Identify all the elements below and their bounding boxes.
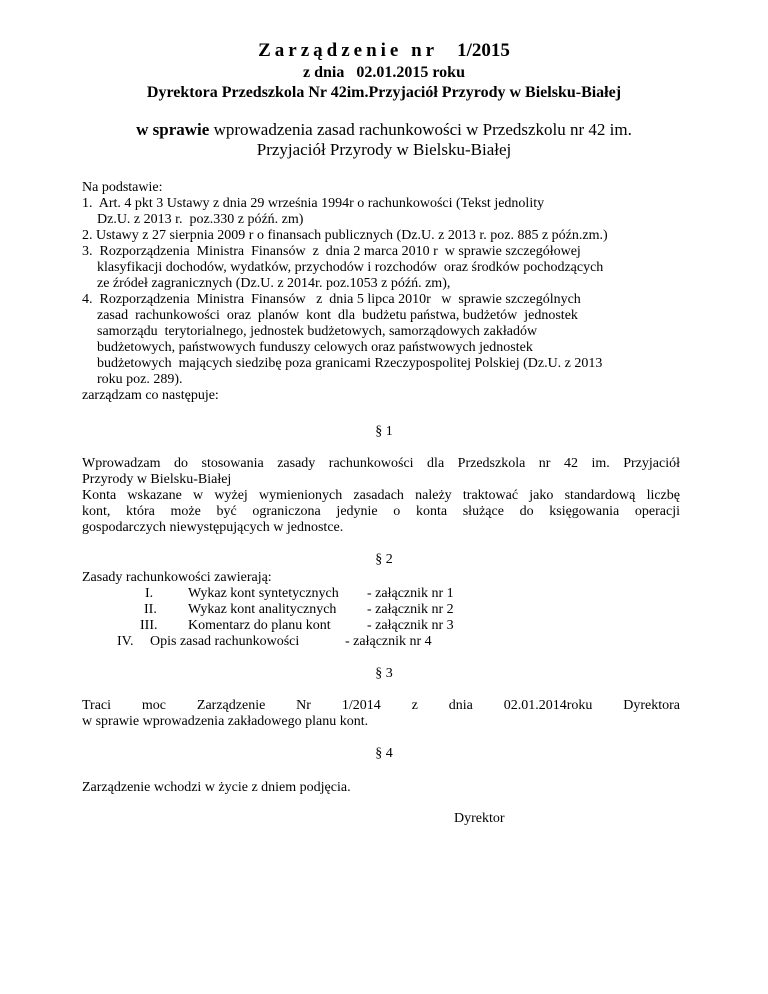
basis-line: budżetowych mających siedzibę poza granicami Rzeczypospolitej Polskiej (Dz.U. z 2013 — [97, 356, 603, 371]
basis-line: Dz.U. z 2013 r. poz.330 z późń. zm) — [97, 212, 304, 227]
document-title — [0, 40, 768, 62]
section-2-mark: § 2 — [375, 552, 393, 567]
document-date: z dnia 02.01.2015 roku — [303, 64, 465, 81]
section-1-line: Wprowadzam do stosowania zasady rachunkowości dla Przedszkola nr 42 im. Przyjaciół — [82, 456, 680, 471]
basis-line: roku poz. 289). — [97, 372, 183, 387]
section-1-line: gospodarczych niewystępujących w jednostce. — [82, 520, 344, 535]
basis-line: 2. Ustawy z 27 sierpnia 2009 r o finansach publicznych (Dz.U. z 2013 r. poz. 885 z późn.zm.) — [82, 228, 608, 243]
section-1-line: Konta wskazane w wyżej wymienionych zasadach należy traktować jako standardową liczbę — [82, 488, 680, 503]
list-ref: - załącznik nr 2 — [367, 602, 454, 617]
basis-line: samorządu terytorialnego, jednostek budżetowych, samorządowych zakładów — [97, 324, 538, 339]
basis-line: zasad rachunkowości oraz planów kont dla budżetu państwa, budżetów jednostek — [97, 308, 578, 323]
list-text: Wykaz kont analitycznych — [188, 602, 337, 617]
list-ref: - załącznik nr 3 — [367, 618, 454, 633]
section-3-body — [82, 698, 680, 730]
basis-line: 1. Art. 4 pkt 3 Ustawy z dnia 29 września 1994r o rachunkowości (Tekst jednolity — [82, 196, 545, 211]
subject-line-1 — [0, 120, 768, 140]
section-2-intro: Zasady rachunkowości zawierają: — [82, 570, 272, 585]
list-text: Komentarz do planu kont — [188, 618, 331, 633]
basis-line: 4. Rozporządzenia Ministra Finansów z dnia 5 lipca 2010r w sprawie szczególnych — [82, 292, 581, 307]
section-3-line: w sprawie wprowadzenia zakładowego planu kont. — [82, 714, 369, 729]
basis-line: klasyfikacji dochodów, wydatków, przychodów i rozchodów oraz środków pochodzących — [97, 260, 604, 275]
subject-rest: wprowadzenia zasad rachunkowości w Przedszkolu nr 42 im. — [209, 120, 632, 139]
list-number: IV. — [117, 634, 134, 649]
list-ref: - załącznik nr 1 — [367, 586, 454, 601]
basis-line: budżetowych, państwowych funduszy celowych oraz państwowych jednostek — [97, 340, 533, 355]
section-3-line: Traci moc Zarządzenie Nr 1/2014 z dnia 02.01.2014roku Dyrektora — [82, 698, 680, 713]
title-word: Zarządzenie nr — [258, 40, 439, 61]
list-text: Wykaz kont syntetycznych — [188, 586, 339, 601]
section-1-line: kont, która może być ograniczona jedynie o konta służące do księgowania operacji — [82, 504, 680, 519]
section-1-body — [82, 456, 680, 536]
section-1-mark: § 1 — [375, 424, 393, 439]
list-number: II. — [144, 602, 157, 617]
list-ref: - załącznik nr 4 — [345, 634, 432, 649]
subject-line-2: Przyjaciół Przyrody w Bielsku-Białej — [256, 140, 512, 159]
section-4-text: Zarządzenie wchodzi w życie z dniem podjęcia. — [82, 780, 351, 795]
basis-intro: Na podstawie: — [82, 180, 163, 195]
section-1-line: Przyrody w Bielsku-Białej — [82, 472, 232, 487]
basis-closing: zarządzam co następuje: — [82, 388, 219, 403]
section-4-mark: § 4 — [375, 746, 393, 761]
subject-bold: w sprawie — [136, 120, 210, 139]
signature-label: Dyrektor — [454, 811, 505, 826]
basis-line: ze źródeł zagranicznych (Dz.U. z 2014r. poz.1053 z późń. zm), — [97, 276, 451, 291]
title-number: 1/2015 — [457, 40, 510, 61]
list-text: Opis zasad rachunkowości — [150, 634, 300, 649]
list-number: I. — [145, 586, 154, 601]
list-number: III. — [140, 618, 158, 633]
section-3-mark: § 3 — [375, 666, 393, 681]
issuer-line: Dyrektora Przedszkola Nr 42im.Przyjaciół Przyrody w Bielsku-Białej — [146, 84, 622, 101]
basis-line: 3. Rozporządzenia Ministra Finansów z dnia 2 marca 2010 r w sprawie szczegółowej — [82, 244, 581, 259]
